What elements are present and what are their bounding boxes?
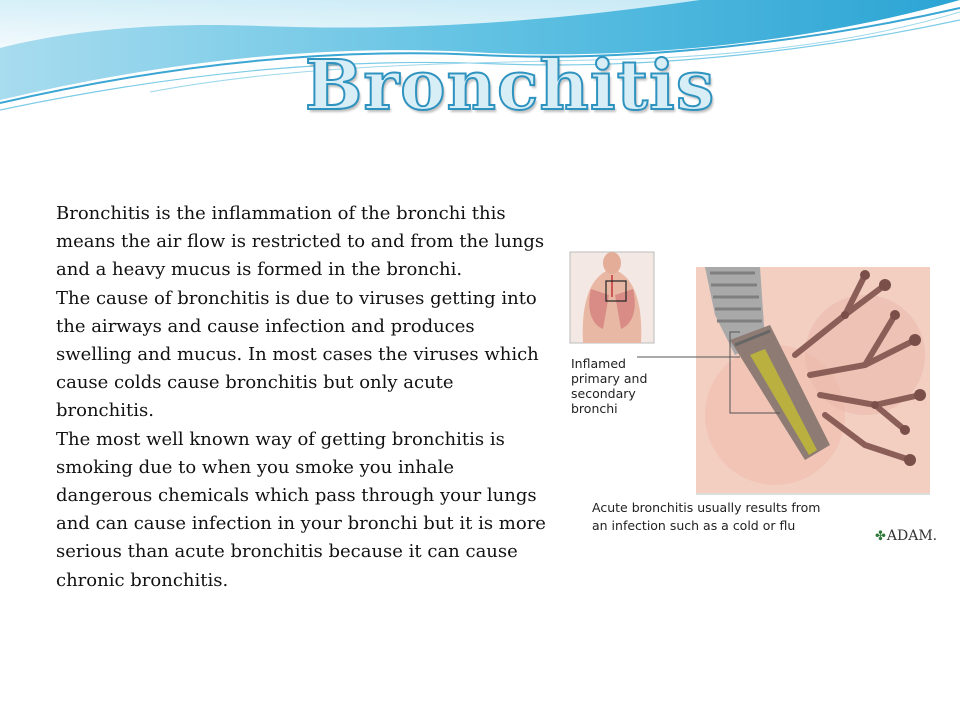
figure-label (571, 356, 691, 416)
figure-label-line: primary and (571, 371, 648, 386)
logo-text: ADAM. (886, 528, 938, 544)
slide-body (56, 200, 546, 595)
figure-label-line: Inflamed (571, 356, 626, 371)
figure-caption-line: an infection such as a cold or flu (592, 518, 796, 533)
figure-label-line: secondary (571, 386, 636, 401)
slide-title: Bronchitis (304, 46, 716, 126)
paragraph-definition: Bronchitis is the inflammation of the bronchi this means the air flow is restricted to and from the lungs and a heavy mucus is formed in the bronchi. (56, 203, 545, 281)
paragraph-cause: The cause of bronchitis is due to viruses getting into the airways and cause infection and produces swelling and mucus. In most cases the viruses which cause colds cause bronchitis but only acute bronchitis. (56, 287, 539, 422)
bronchitis-illustration (565, 245, 938, 550)
adam-logo (875, 528, 937, 544)
leaf-icon: ✤ (875, 529, 886, 544)
figure-caption-line: Acute bronchitis usually results from (592, 500, 821, 515)
paragraph-smoking: The most well known way of getting bronchitis is smoking due to when you smoke you inhale dangerous chemicals which pass through your lungs and can cause infection in your bronchi but it is more serious than acute bronchitis because it can cause chronic bronchitis. (56, 428, 546, 591)
figure-caption (592, 499, 892, 535)
figure-label-line: bronchi (571, 401, 618, 416)
